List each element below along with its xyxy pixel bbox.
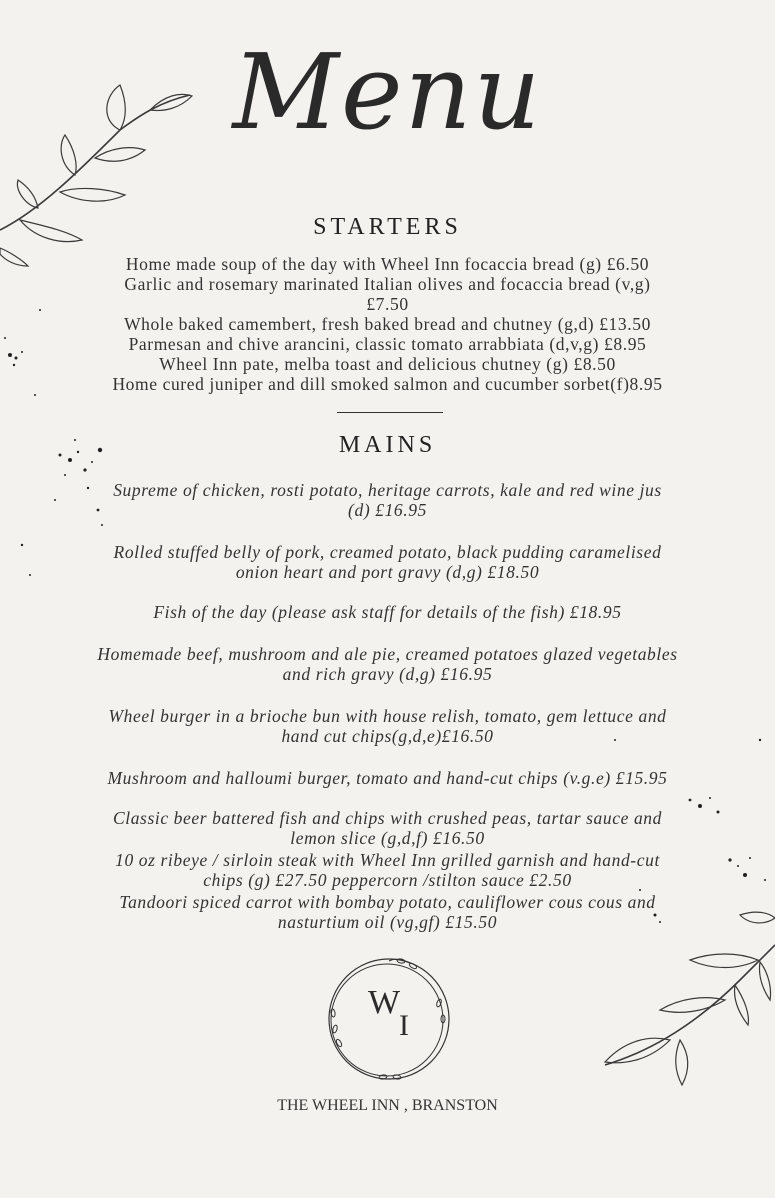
- section-divider: [337, 412, 443, 413]
- list-item: [20, 480, 755, 520]
- item-line: Classic beer battered fish and chips with crushed peas, tartar sauce and: [112, 808, 663, 828]
- item-line: Tandoori spiced carrot with bombay potato, cauliflower cous cous and: [119, 892, 656, 912]
- item-line: and rich gravy (d,g) £16.95: [282, 664, 493, 684]
- item-line: Wheel burger in a brioche bun with house relish, tomato, gem lettuce and: [108, 706, 667, 726]
- list-item: [20, 892, 755, 932]
- starters-list: [20, 254, 755, 394]
- item-line: nasturtium oil (vg,gf) £15.50: [277, 912, 498, 932]
- item-line: Fish of the day (please ask staff for details of the fish) £18.95: [153, 602, 622, 622]
- list-item: [20, 808, 755, 848]
- item-line: Homemade beef, mushroom and ale pie, creamed potatoes glazed vegetables: [97, 644, 678, 664]
- list-item: [20, 542, 755, 582]
- list-item: £7.50: [366, 294, 409, 314]
- list-item: [20, 602, 755, 622]
- list-item: [20, 706, 755, 746]
- item-line: chips (g) £27.50 peppercorn /stilton sauce £2.50: [203, 870, 572, 890]
- item-line: onion heart and port gravy (d,g) £18.50: [235, 562, 540, 582]
- item-line: hand cut chips(g,d,e)£16.50: [281, 726, 494, 746]
- item-line: Supreme of chicken, rosti potato, heritage carrots, kale and red wine jus: [113, 480, 662, 500]
- list-item: Parmesan and chive arancini, classic tomato arrabbiata (d,v,g) £8.95: [128, 334, 647, 354]
- list-item: [20, 850, 755, 890]
- list-item: Home cured juniper and dill smoked salmon and cucumber sorbet(f)8.95: [112, 374, 663, 394]
- menu-title: Menu: [232, 31, 543, 153]
- list-item: Home made soup of the day with Wheel Inn focaccia bread (g) £6.50: [125, 254, 650, 274]
- logo-letter: I: [399, 1009, 409, 1042]
- item-line: Rolled stuffed belly of pork, creamed potato, black pudding caramelised: [113, 542, 662, 562]
- logo-letter: W: [368, 984, 401, 1021]
- list-item: [20, 644, 755, 684]
- mains-heading: MAINS: [338, 432, 437, 458]
- restaurant-name-footer: THE WHEEL INN , BRANSTON: [277, 1097, 498, 1114]
- list-item: Whole baked camembert, fresh baked bread and chutney (g,d) £13.50: [124, 314, 651, 334]
- item-line: lemon slice (g,d,f) £16.50: [290, 828, 485, 848]
- list-item: Garlic and rosemary marinated Italian olives and focaccia bread (v,g): [124, 274, 651, 294]
- item-line: 10 oz ribeye / sirloin steak with Wheel Inn grilled garnish and hand-cut: [115, 850, 660, 870]
- list-item: Wheel Inn pate, melba toast and delicious chutney (g) £8.50: [159, 354, 616, 374]
- starters-heading: STARTERS: [313, 214, 462, 240]
- item-line: (d) £16.95: [348, 500, 427, 520]
- item-line: Mushroom and halloumi burger, tomato and hand-cut chips (v.g.e) £15.95: [107, 768, 668, 788]
- list-item: [20, 768, 755, 788]
- wheel-inn-logo: [323, 953, 455, 1085]
